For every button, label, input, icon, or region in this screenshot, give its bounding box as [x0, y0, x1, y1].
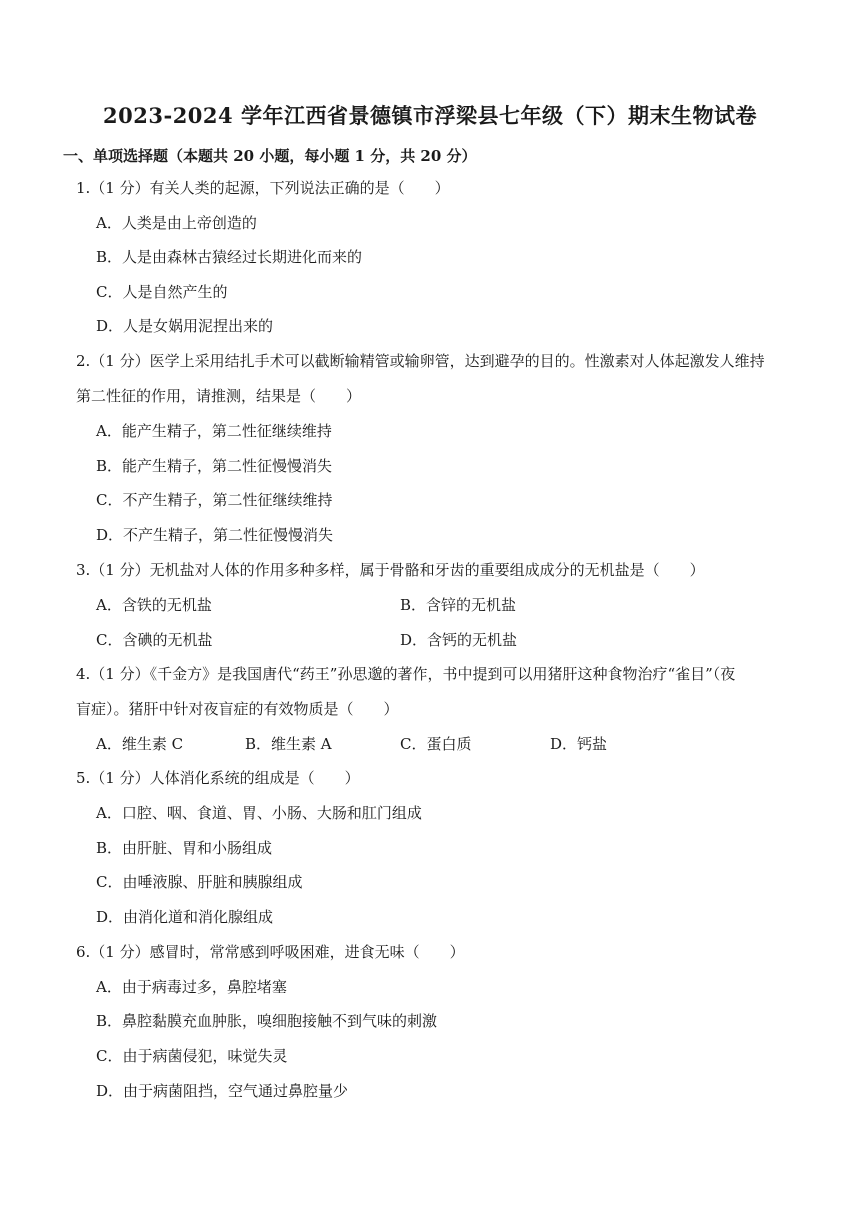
question-3-option-c: C．含碘的无机盐 [96, 631, 213, 649]
question-2-option-b: B．能产生精子，第二性征慢慢消失 [96, 457, 333, 475]
question-5-stem: 5.（1 分）人体消化系统的组成是（ ） [76, 769, 360, 787]
question-6-option-d: D．由于病菌阻挡，空气通过鼻腔量少 [96, 1082, 349, 1100]
question-6-option-c: C．由于病菌侵犯，味觉失灵 [96, 1047, 288, 1065]
question-5-option-c: C．由唾液腺、肝脏和胰腺组成 [96, 873, 303, 891]
question-2-option-a: A．能产生精子，第二性征继续维持 [96, 422, 332, 440]
question-5-option-a: A．口腔、咽、食道、胃、小肠、大肠和肛门组成 [96, 804, 422, 822]
question-3-stem: 3.（1 分）无机盐对人体的作用多种多样，属于骨骼和牙齿的重要组成成分的无机盐是（ ） [76, 561, 705, 579]
question-6-option-a: A．由于病毒过多，鼻腔堵塞 [96, 978, 287, 996]
question-6-option-b: B．鼻腔黏膜充血肿胀，嗅细胞接触不到气味的刺激 [96, 1012, 438, 1030]
question-2-stem: 2.（1 分）医学上采用结扎手术可以截断输精管或输卵管，达到避孕的目的。性激素对人体起激发人维持 [76, 352, 765, 370]
question-6-stem: 6.（1 分）感冒时，常常感到呼吸困难，进食无味（ ） [76, 943, 465, 961]
question-4-option-b: B．维生素 A [245, 735, 332, 753]
question-3-option-d: D．含钙的无机盐 [400, 631, 518, 649]
question-2-stem-continued: 第二性征的作用，请推测，结果是（ ） [76, 387, 362, 405]
question-1-option-c: C．人是自然产生的 [96, 283, 228, 301]
question-4-stem-continued: 盲症）。猪肝中针对夜盲症的有效物质是（ ） [76, 700, 399, 718]
question-4-stem: 4.（1 分）《千金方》是我国唐代“药王”孙思邈的著作，书中提到可以用猪肝这种食物治疗“雀目”（夜 [76, 665, 736, 683]
question-1-option-b: B．人是由森林古猿经过长期进化而来的 [96, 248, 363, 266]
question-5-option-b: B．由肝脏、胃和小肠组成 [96, 839, 273, 857]
question-5-option-d: D．由消化道和消化腺组成 [96, 908, 274, 926]
question-1-option-d: D．人是女娲用泥捏出来的 [96, 317, 274, 335]
question-2-option-d: D．不产生精子，第二性征慢慢消失 [96, 526, 334, 544]
question-1-option-a: A．人类是由上帝创造的 [96, 214, 257, 232]
question-3-option-a: A．含铁的无机盐 [96, 596, 212, 614]
question-4-option-a: A．维生素 C [96, 735, 184, 753]
question-4-option-c: C．蛋白质 [400, 735, 472, 753]
question-1-stem: 1.（1 分）有关人类的起源，下列说法正确的是（ ） [76, 179, 450, 197]
question-3-option-b: B．含锌的无机盐 [400, 596, 517, 614]
question-2-option-c: C．不产生精子，第二性征继续维持 [96, 491, 333, 509]
section-heading: 一、单项选择题（本题共 20 小题，每小题 1 分，共 20 分） [63, 147, 477, 165]
question-4-option-d: D．钙盐 [550, 735, 608, 753]
page-title: 2023-2024 学年江西省景德镇市浮梁县七年级（下）期末生物试卷 [103, 103, 757, 128]
